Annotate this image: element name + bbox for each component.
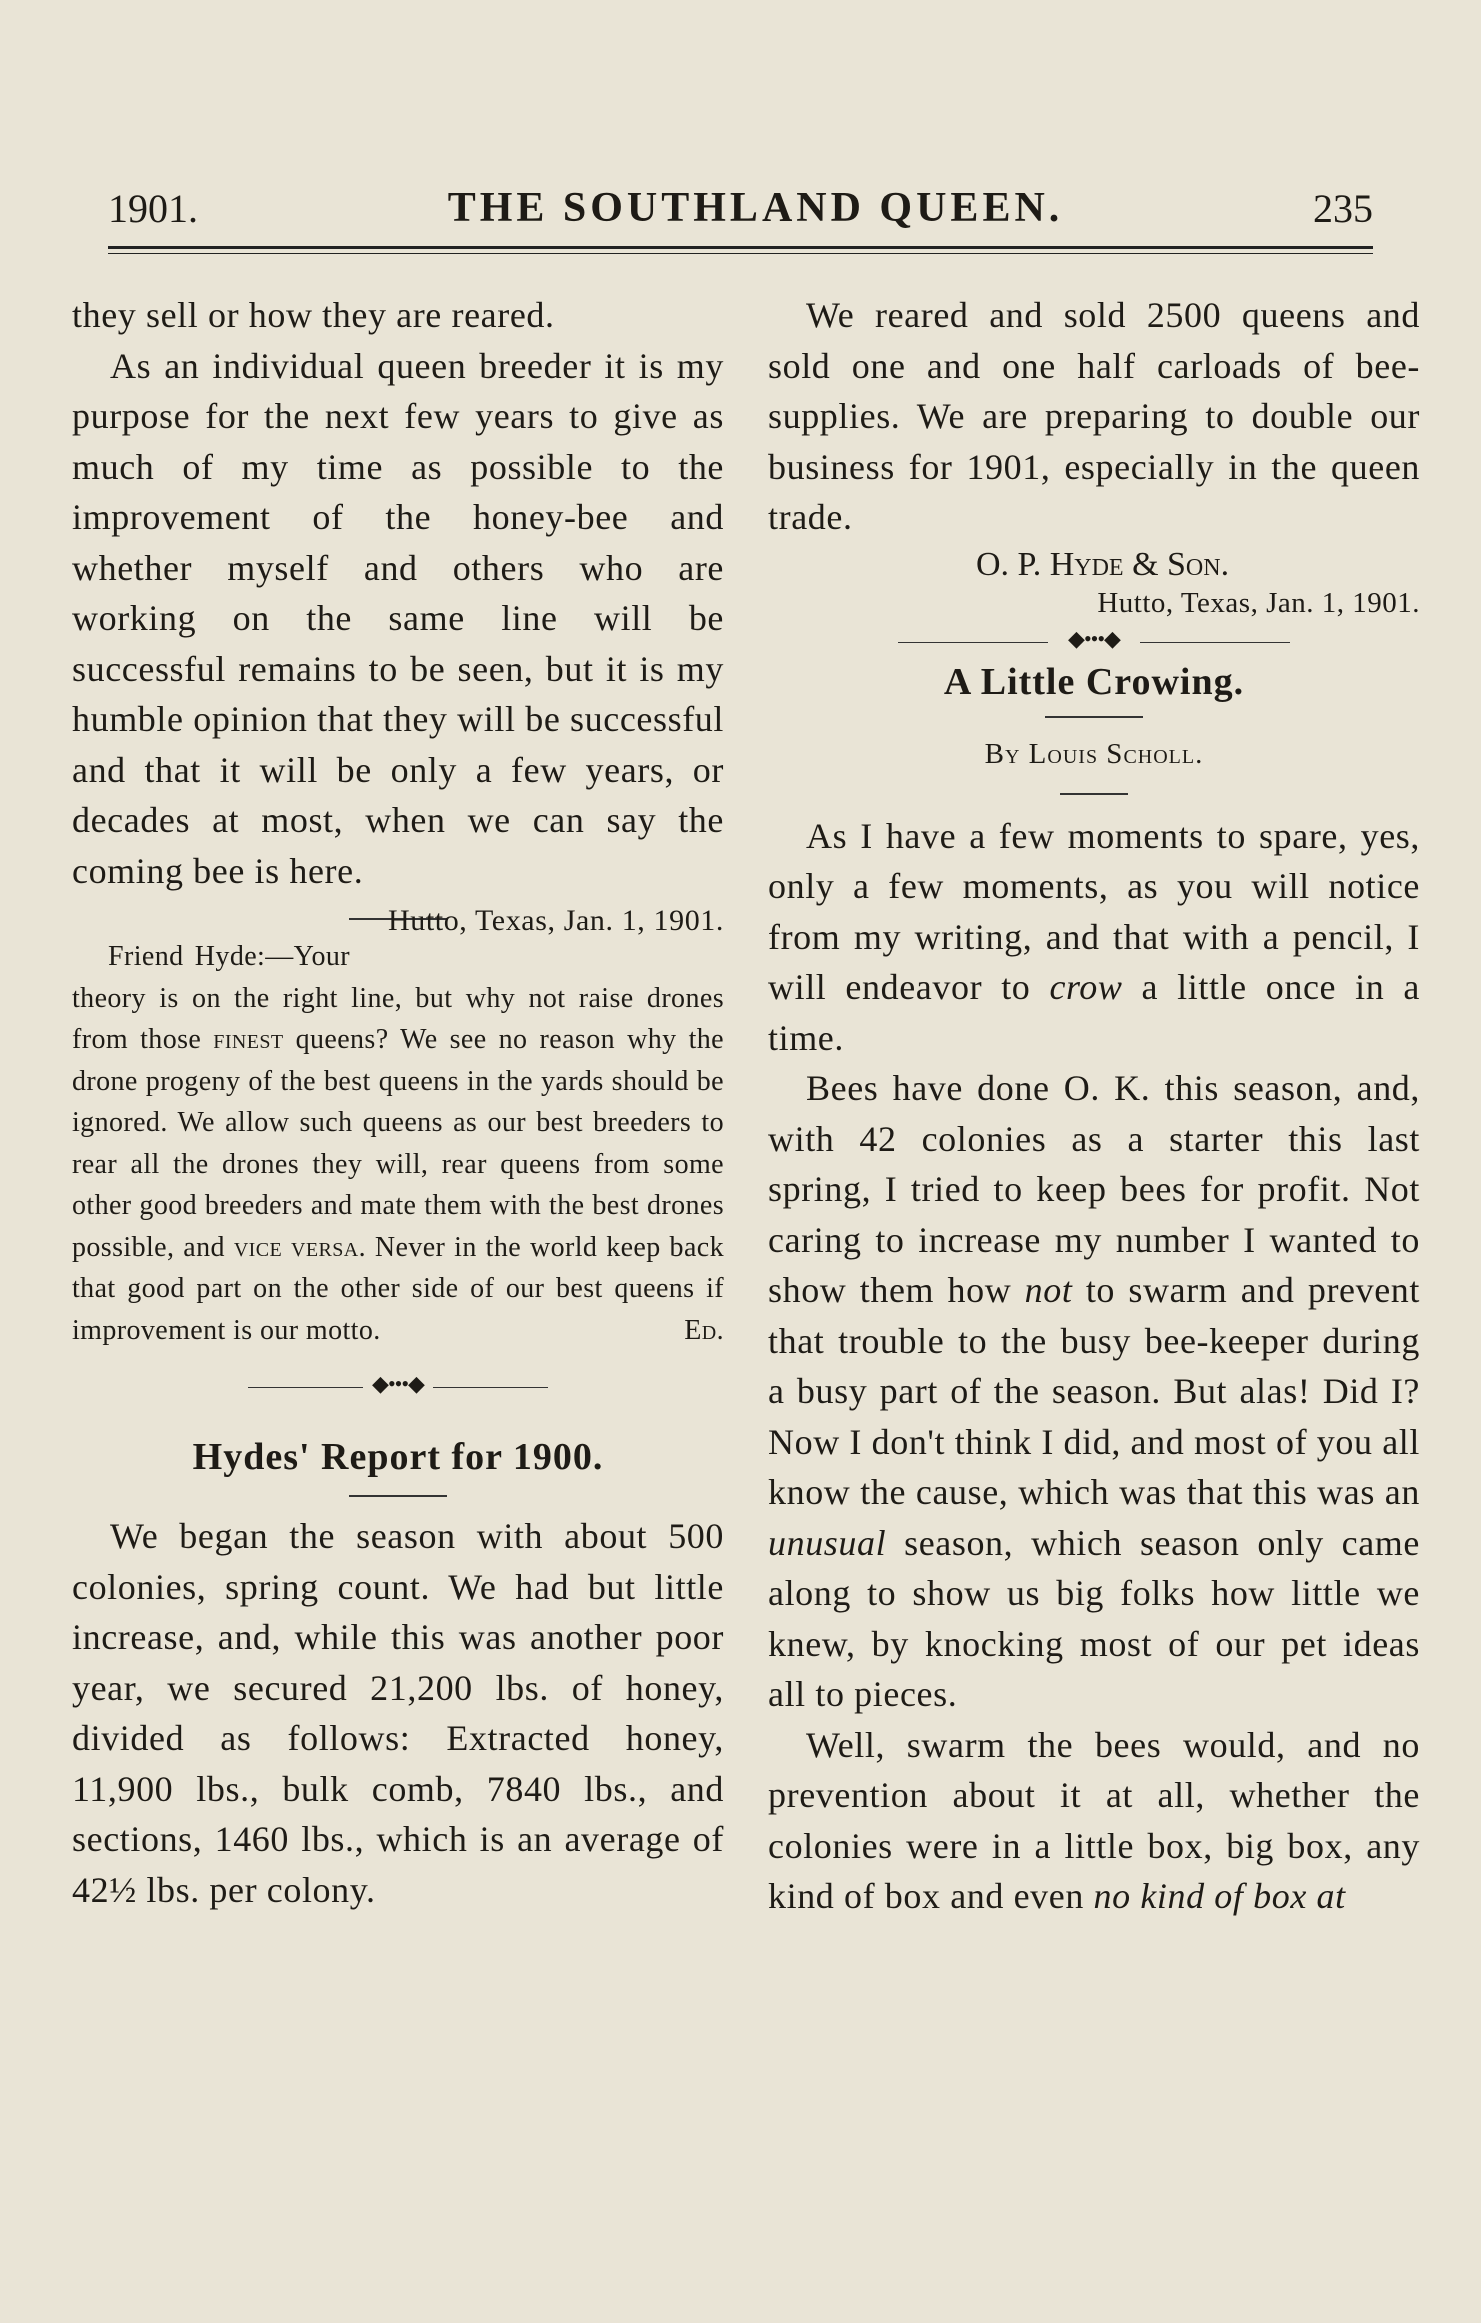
header-title: THE SOUTHLAND QUEEN. xyxy=(447,185,1064,231)
report-signature xyxy=(768,543,1420,587)
article-para-2-b: to swarm and prevent that trouble to the busy bee-keeper during a busy part of the season. But alas! Did I? Now I don't think I did, and most of you all know the cause, which was that this was an xyxy=(768,1270,1420,1512)
left-para-1: they sell or how they are reared. xyxy=(72,295,555,335)
editor-note-vice-versa: vice versa xyxy=(233,1231,359,1263)
report-signature-place: Hutto, Texas, Jan. 1, 1901. xyxy=(1097,586,1420,619)
section-ornament xyxy=(248,1371,548,1396)
ornament-glyph: ◆•••◆ xyxy=(1068,625,1120,651)
article-para-3-a: Well, swarm the bees would, and no prevention about it at all, whether the colonies were in a little box, big box, any kind of box and even xyxy=(768,1724,1420,1916)
header-year: 1901. xyxy=(108,185,198,231)
header-rule xyxy=(108,246,1373,254)
article-para-1-a: As I have a few moments to spare, yes, only a few moments, as you will notice from my writing, and that with a pencil, I will endeavor to xyxy=(768,815,1420,1007)
ornament-glyph: ◆•••◆ xyxy=(372,1371,424,1396)
editor-note-part2: queens? We see no reason why the drone progeny of the best queens in the yards should be ignored. We allow such queens as our best breeders to rear all the drones they will, rear queens from some other good breeders and mate them with the best drones possible, and xyxy=(72,1024,724,1263)
editor-note-part3: . Never in the world keep back that good part on the other side of our best queens if improvement is our motto. xyxy=(72,1231,725,1346)
article-para-2-unusual: unusual xyxy=(768,1522,887,1563)
left-column xyxy=(72,290,724,1915)
left-para-2 xyxy=(72,341,724,937)
article-para-2-c: season, which season only came along to show us big folks how little we knew, by knocking most of our pet ideas all to pieces. xyxy=(768,1522,1420,1714)
running-head xyxy=(108,178,1373,238)
editor-note xyxy=(72,936,724,1351)
article-para-1 xyxy=(768,811,1420,1064)
article-byline: By Louis Scholl. xyxy=(984,737,1204,770)
article-para-1-b: a little once in a time. xyxy=(768,967,1420,1058)
article-heading: A Little Crowing. xyxy=(943,660,1245,703)
article-para-2-a: Bees have done O. K. this season, and, with 42 colonies as a starter this last spring, I tried to keep bees for profit. Not caring to increase my number I wanted to show them how xyxy=(768,1068,1420,1310)
editor-note-part1: Friend Hyde:—Your theory is on the right line, but why not raise drones from those xyxy=(72,941,724,1055)
left-para-2-text: As an individual queen breeder it is my purpose for the next few years to give as much of my time as possible to the improvement of the honey-bee and whether myself and others who are working on the same line will be successful remains to be seen, but it is my humble opinion that they will be successful and that it will be only a few years, or decades at most, when we can say the coming bee is here. xyxy=(72,345,724,891)
article-para-3-no-kind: no kind of box at xyxy=(1093,1876,1346,1916)
article-para-3 xyxy=(768,1720,1420,1922)
article-para-2 xyxy=(768,1063,1420,1720)
left-para-2-dateline: Hutto, Texas, Jan. 1, 1901. xyxy=(387,904,724,937)
article-para-1-crow: crow xyxy=(1049,967,1123,1007)
article-para-2-not: not xyxy=(1024,1270,1073,1310)
report-para-2: We reared and sold 2500 queens and sold one and one half carloads of bee-supplies. We are preparing to double our business for 1901, especially in the queen trade. xyxy=(768,295,1420,537)
report-signature-text: O. P. Hyde & Son. xyxy=(976,545,1230,583)
section-heading-hydes-report: Hydes' Report for 1900. xyxy=(192,1436,604,1478)
right-column xyxy=(768,290,1420,1922)
editor-note-finest: finest xyxy=(213,1024,284,1055)
article-ornament xyxy=(898,625,1290,651)
editor-note-signature: Ed. xyxy=(684,1314,724,1346)
report-para: We began the season with about 500 colonies, spring count. We had but little increase, and, while this was another poor year, we secured 21,200 lbs. of honey, divided as follows: Extracted honey, 11,900 lbs., bulk comb, 7840 lbs., and sections, 1460 lbs., which is an average of 42½ lbs. per colony. xyxy=(72,1516,724,1910)
header-page-number: 235 xyxy=(1312,185,1373,231)
